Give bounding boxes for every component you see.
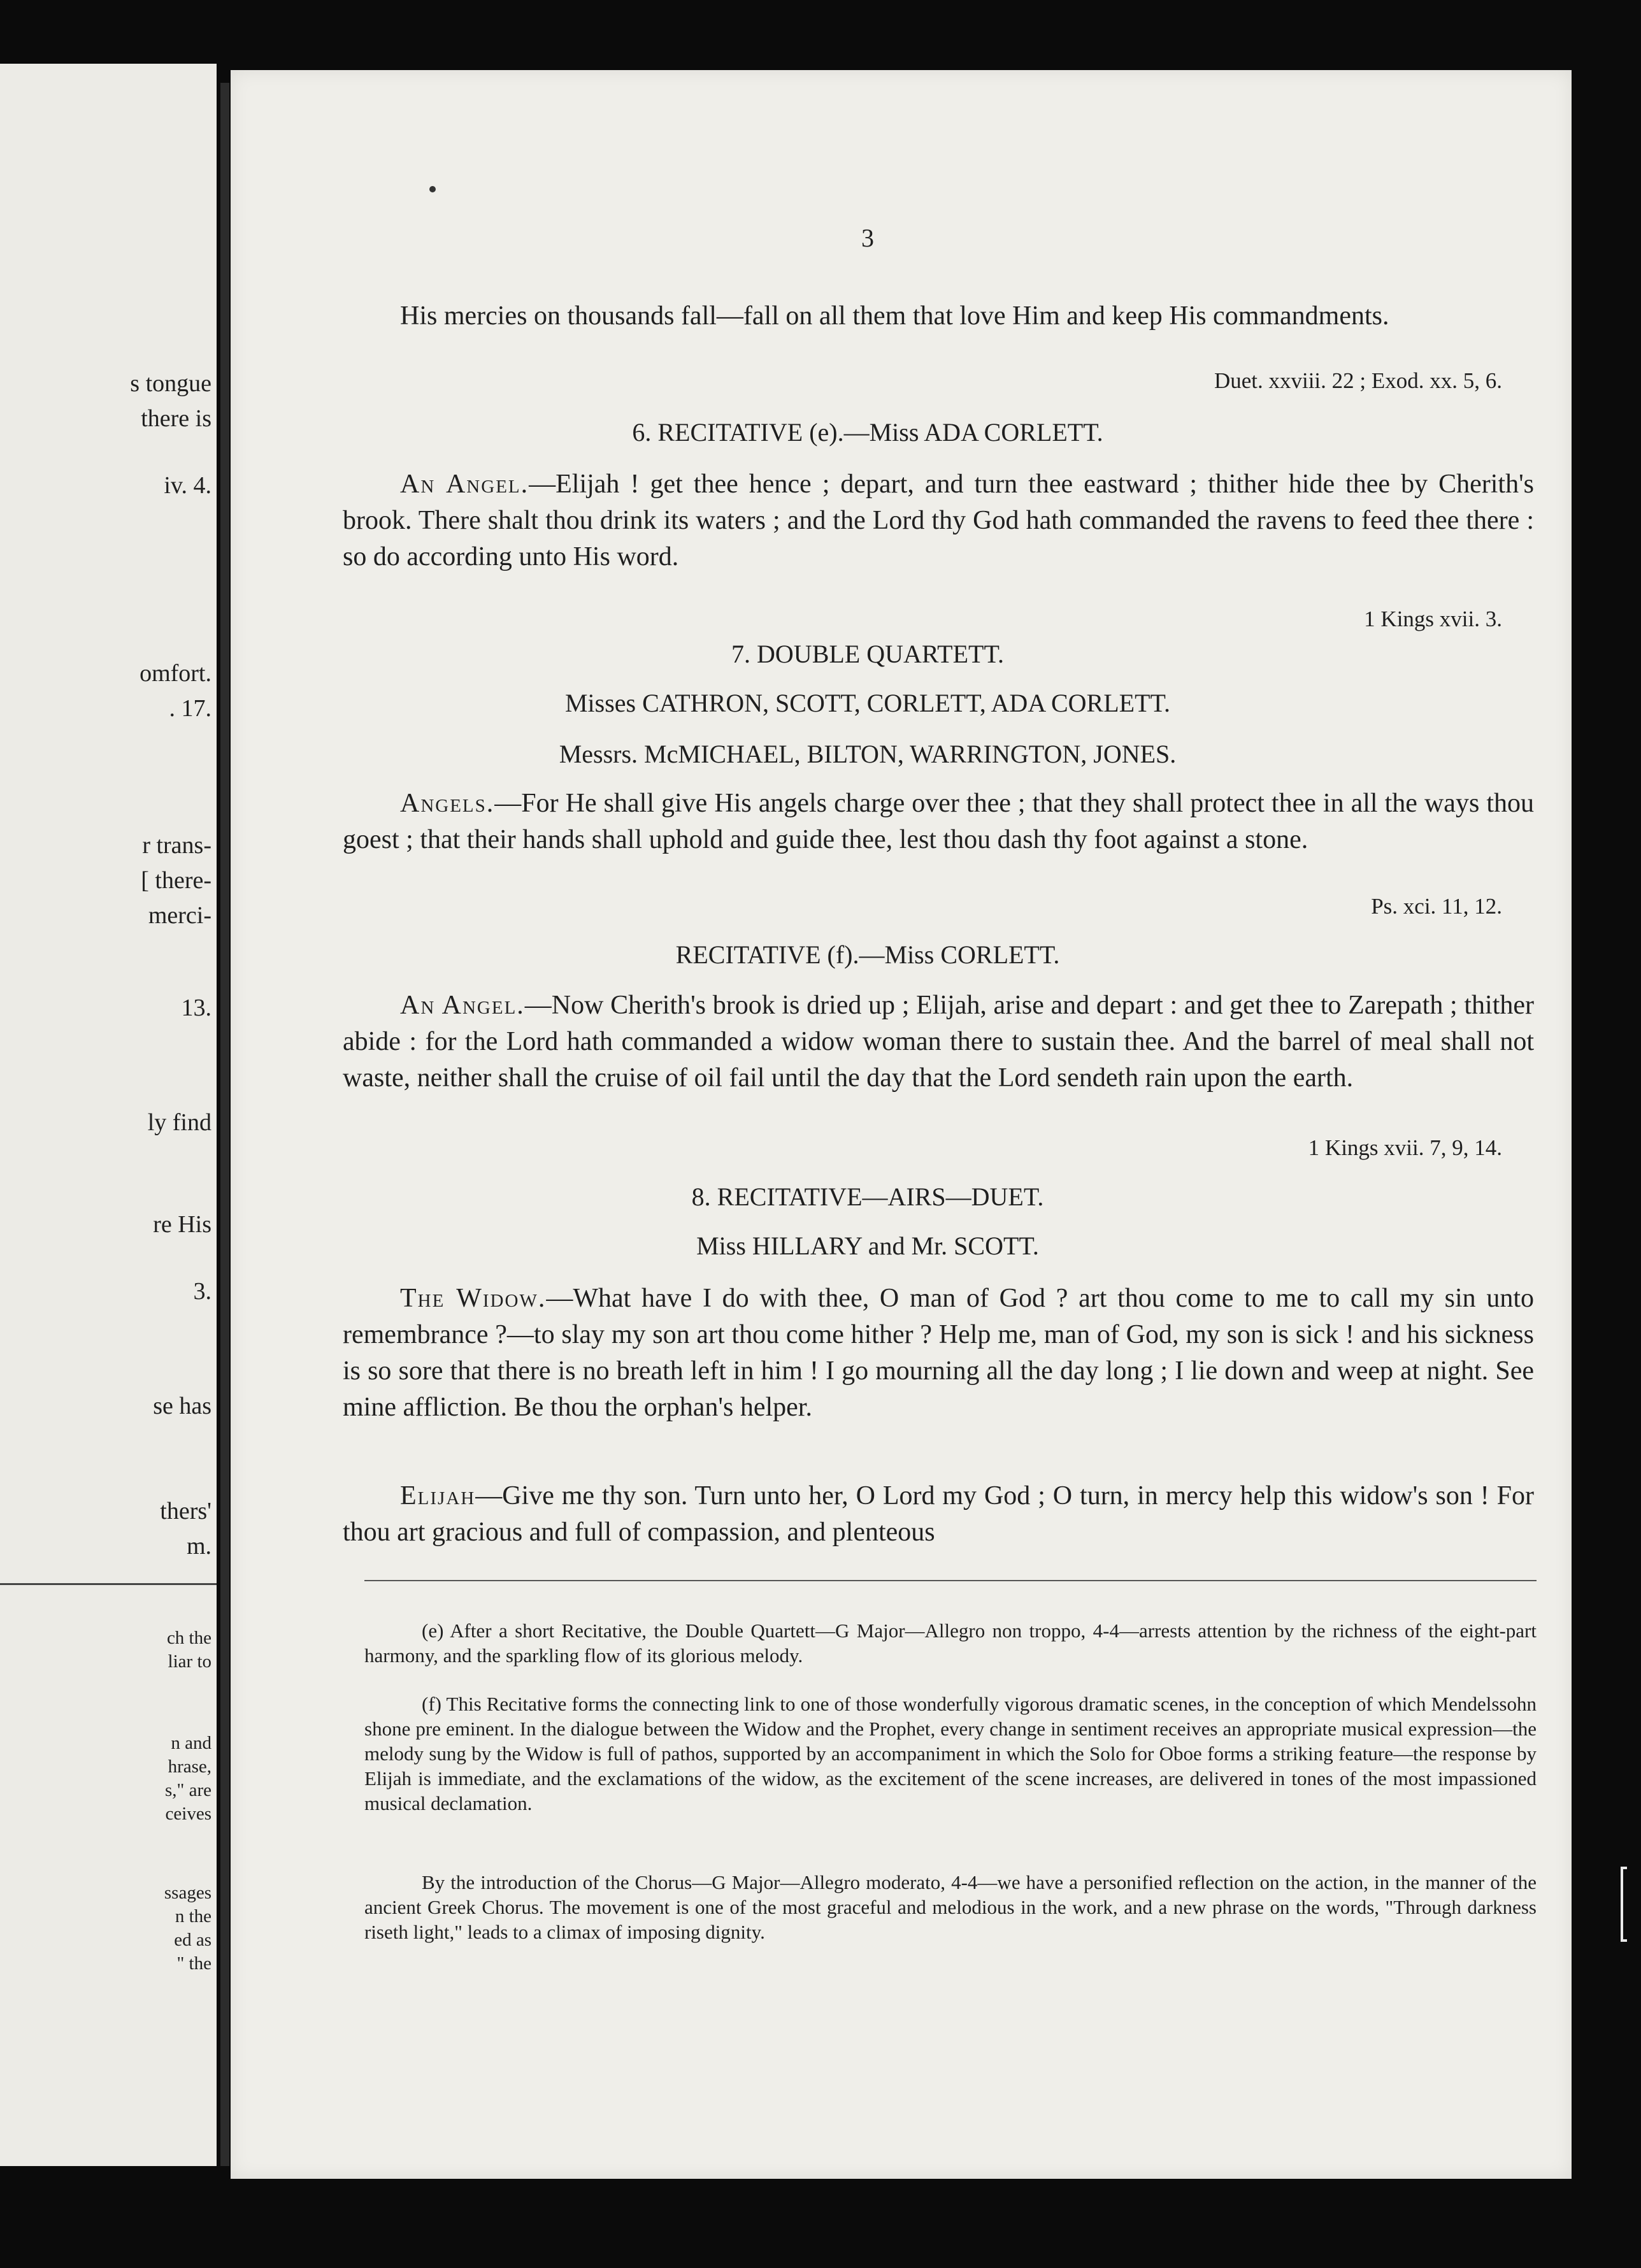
- left-fragment: omfort.: [140, 660, 211, 687]
- elijah-speech: [343, 1478, 1534, 1551]
- section-8-heading: 8. RECITATIVE—AIRS—DUET.: [691, 1182, 1044, 1211]
- section-6-heading: 6. RECITATIVE (e).—Miss ADA CORLETT.: [632, 418, 1103, 447]
- left-fragment: iv. 4.: [164, 472, 211, 499]
- section-7-text: [343, 786, 1534, 858]
- left-fragment: re His: [153, 1211, 211, 1238]
- left-fragment: thers': [160, 1498, 211, 1525]
- left-fragment: [ there-: [141, 867, 211, 894]
- left-note-fragment: ch the: [166, 1628, 211, 1648]
- speech-text: —Now Cherith's brook is dried up ; Elijah, arise and depart : and get thee to Zarepath ; thither abide : for the Lord hath commanded a widow woman there to sustain thee. And the barrel of meal shall not waste, neither shall the cruise of oil fail until the day that the Lord sendeth rain upon the earth.: [343, 991, 1535, 1093]
- page-gutter: [220, 83, 229, 2166]
- ink-speck: [429, 186, 436, 192]
- left-note-fragment: liar to: [168, 1651, 211, 1672]
- left-fragment: ly find: [147, 1109, 211, 1136]
- section-7-reference: Ps. xci. 11, 12.: [1371, 894, 1502, 919]
- footnote-rule: [364, 1580, 1537, 1581]
- section-7-heading: 7. DOUBLE QUARTETT.: [731, 640, 1004, 668]
- left-fragment: s tongue: [130, 370, 211, 397]
- left-note-fragment: ssages: [164, 1883, 211, 1903]
- left-fragment: 13.: [181, 994, 211, 1021]
- section-7-messrs: Messrs. McMICHAEL, BILTON, WARRINGTON, JONES.: [559, 740, 1177, 768]
- section-6-reference: 1 Kings xvii. 3.: [1364, 606, 1502, 631]
- speech-text: —For He shall give His angels charge over thee ; that they shall protect thee in all the ways thou goest ; that their hands shall uphold and guide thee, lest thou dash thy foot against a stone.: [343, 789, 1534, 854]
- left-fragment: r trans-: [142, 832, 211, 859]
- left-note-fragment: hrase,: [168, 1756, 211, 1777]
- main-page: [231, 70, 1572, 2179]
- recitative-f-heading: RECITATIVE (f).—Miss CORLETT.: [675, 940, 1060, 969]
- left-note-fragment: s," are: [164, 1780, 211, 1800]
- section-8-singers: Miss HILLARY and Mr. SCOTT.: [696, 1231, 1039, 1260]
- left-note-fragment: " the: [176, 1953, 211, 1974]
- intro-reference: Duet. xxviii. 22 ; Exod. xx. 5, 6.: [1214, 368, 1502, 393]
- speaker-label: Elijah: [400, 1481, 476, 1511]
- speaker-label: The Widow.: [400, 1284, 547, 1313]
- speaker-label: Angels.: [400, 789, 495, 818]
- footnote-chorus: By the introduction of the Chorus—G Major—Allegro moderato, 4-4—we have a personified reflection on the action, in the manner of the ancient Greek Chorus. The movement is one of the most graceful and melodious in the work, and a new phrase on the words, "Through darkness riseth light," leads to a climax of imposing dignity.: [364, 1871, 1537, 1943]
- left-note-fragment: ed as: [174, 1930, 211, 1950]
- footnote-e: (e) After a short Recitative, the Double Quartett—G Major—Allegro non troppo, 4-4—arrests attention by the richness of the eight-part harmony, and the sparkling flow of its glorious melody.: [364, 1619, 1537, 1667]
- left-fragment: merci-: [148, 902, 211, 929]
- recitative-f-text: [343, 987, 1534, 1096]
- section-6-text: [343, 466, 1534, 575]
- left-footnote-rule: [0, 1583, 217, 1585]
- page-number: 3: [861, 224, 874, 252]
- speaker-label: An Angel.: [400, 470, 529, 499]
- left-fragment: 3.: [193, 1278, 211, 1305]
- left-note-fragment: ceives: [165, 1804, 211, 1824]
- scan-edge-mark: [1621, 1867, 1627, 1942]
- left-fragment: there is: [141, 405, 211, 432]
- section-7-misses: Misses CATHRON, SCOTT, CORLETT, ADA CORLETT.: [564, 689, 1171, 717]
- left-note-fragment: n the: [175, 1906, 211, 1927]
- speaker-label: An Angel.: [400, 991, 525, 1020]
- speech-text: —Give me thy son. Turn unto her, O Lord my God ; O turn, in mercy help this widow's son ! For thou art gracious and full of compassion, and plenteous: [343, 1481, 1534, 1547]
- recitative-f-reference: 1 Kings xvii. 7, 9, 14.: [1308, 1135, 1502, 1160]
- left-fragment: se has: [153, 1393, 211, 1419]
- speech-text: —Elijah ! get thee hence ; depart, and turn thee eastward ; thither hide thee by Cherith's brook. There shalt thou drink its waters ; and the Lord thy God hath commanded the ravens to feed thee there : so do according unto His word.: [343, 470, 1534, 571]
- footnote-f: (f) This Recitative forms the connecting link to one of those wonderfully vigorous dramatic scenes, in the conception of which Mendelssohn shone pre eminent. In the dialogue between the Widow and the Prophet, every change in sentiment receives an appropriate musical expression—the melody sung by the Widow is full of pathos, supported by an accompaniment in which the Solo for Oboe forms a striking feature—the response by Elijah is immediate, and the exclamations of the widow, as the excitement of the scene increases, are delivered in tones of the most impassioned musical declamation.: [364, 1693, 1537, 1814]
- left-note-fragment: n and: [171, 1733, 211, 1753]
- widow-speech: [343, 1281, 1534, 1426]
- left-facing-page: [0, 64, 217, 2166]
- left-fragment: m.: [186, 1533, 211, 1560]
- speech-text: —What have I do with thee, O man of God ? art thou come to me to call my sin unto remembrance ?—to slay my son art thou come hither ? Help me, man of God, my son is sick ! and his sickness is so sore that there is no breath left in him ! I go mourning all the day long ; I lie down and weep at night. See mine affliction. Be thou the orphan's helper.: [343, 1284, 1534, 1422]
- intro-paragraph: His mercies on thousands fall—fall on all them that love Him and keep His commandments.: [400, 301, 1389, 331]
- left-fragment: . 17.: [169, 695, 211, 722]
